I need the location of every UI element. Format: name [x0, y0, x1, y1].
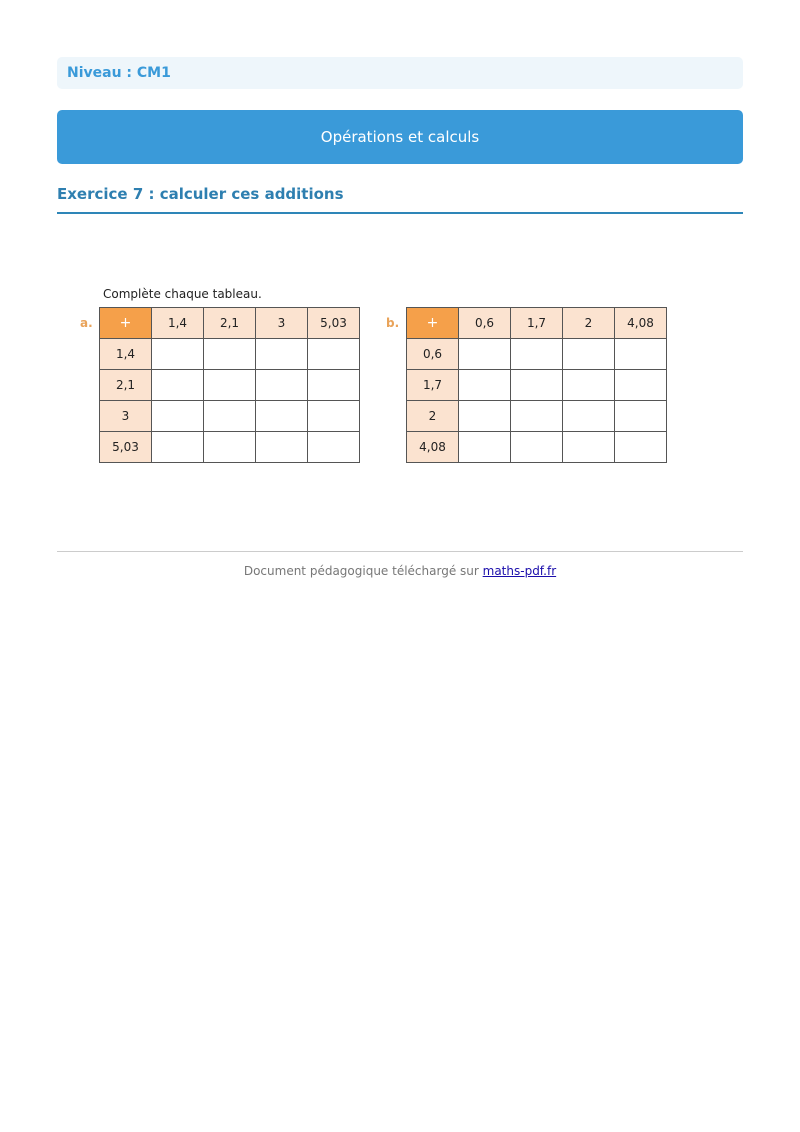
addition-table-b — [406, 307, 667, 463]
row-header: 4,08 — [407, 432, 459, 463]
answer-cell[interactable] — [308, 401, 360, 432]
column-header: 4,08 — [615, 308, 667, 339]
answer-cell[interactable] — [563, 401, 615, 432]
row-header: 3 — [100, 401, 152, 432]
table-row — [407, 339, 667, 370]
table-b-label: b. — [386, 316, 400, 330]
answer-cell[interactable] — [511, 401, 563, 432]
level-badge: Niveau : CM1 — [57, 57, 743, 89]
table-row — [100, 308, 360, 339]
answer-cell[interactable] — [563, 370, 615, 401]
table-row — [407, 370, 667, 401]
answer-cell[interactable] — [511, 339, 563, 370]
answer-cell[interactable] — [204, 339, 256, 370]
answer-cell[interactable] — [615, 401, 667, 432]
answer-cell[interactable] — [256, 401, 308, 432]
column-header: 3 — [256, 308, 308, 339]
answer-cell[interactable] — [459, 370, 511, 401]
answer-cell[interactable] — [204, 401, 256, 432]
answer-cell[interactable] — [256, 339, 308, 370]
row-header: 1,4 — [100, 339, 152, 370]
footer-divider — [57, 551, 743, 552]
table-row — [407, 401, 667, 432]
answer-cell[interactable] — [256, 432, 308, 463]
column-header: 1,7 — [511, 308, 563, 339]
answer-cell[interactable] — [563, 339, 615, 370]
answer-cell[interactable] — [308, 370, 360, 401]
table-row — [407, 432, 667, 463]
answer-cell[interactable] — [308, 432, 360, 463]
answer-cell[interactable] — [459, 339, 511, 370]
operator-cell: + — [407, 308, 459, 339]
table-row — [100, 432, 360, 463]
column-header: 2,1 — [204, 308, 256, 339]
column-header: 5,03 — [308, 308, 360, 339]
answer-cell[interactable] — [204, 370, 256, 401]
answer-cell[interactable] — [152, 432, 204, 463]
answer-cell[interactable] — [615, 370, 667, 401]
column-header: 2 — [563, 308, 615, 339]
answer-cell[interactable] — [152, 401, 204, 432]
table-row — [100, 370, 360, 401]
answer-cell[interactable] — [511, 370, 563, 401]
table-row — [407, 308, 667, 339]
table-row — [100, 401, 360, 432]
row-header: 0,6 — [407, 339, 459, 370]
answer-cell[interactable] — [152, 339, 204, 370]
footer-link[interactable]: maths-pdf.fr — [482, 564, 557, 578]
row-header: 2 — [407, 401, 459, 432]
footer-text: Document pédagogique téléchargé sur — [243, 564, 483, 578]
addition-table-a — [99, 307, 360, 463]
page-banner: Opérations et calculs — [57, 110, 743, 164]
answer-cell[interactable] — [563, 432, 615, 463]
column-header: 0,6 — [459, 308, 511, 339]
exercise-title: Exercice 7 : calculer ces additions — [57, 180, 743, 214]
row-header: 5,03 — [100, 432, 152, 463]
column-header: 1,4 — [152, 308, 204, 339]
answer-cell[interactable] — [256, 370, 308, 401]
answer-cell[interactable] — [308, 339, 360, 370]
answer-cell[interactable] — [459, 432, 511, 463]
answer-cell[interactable] — [511, 432, 563, 463]
operator-cell: + — [100, 308, 152, 339]
answer-cell[interactable] — [204, 432, 256, 463]
row-header: 1,7 — [407, 370, 459, 401]
answer-cell[interactable] — [615, 432, 667, 463]
instruction-text: Complète chaque tableau. — [103, 287, 262, 301]
footer — [0, 564, 800, 578]
answer-cell[interactable] — [152, 370, 204, 401]
table-row — [100, 339, 360, 370]
row-header: 2,1 — [100, 370, 152, 401]
table-a-label: a. — [80, 316, 93, 330]
answer-cell[interactable] — [459, 401, 511, 432]
answer-cell[interactable] — [615, 339, 667, 370]
